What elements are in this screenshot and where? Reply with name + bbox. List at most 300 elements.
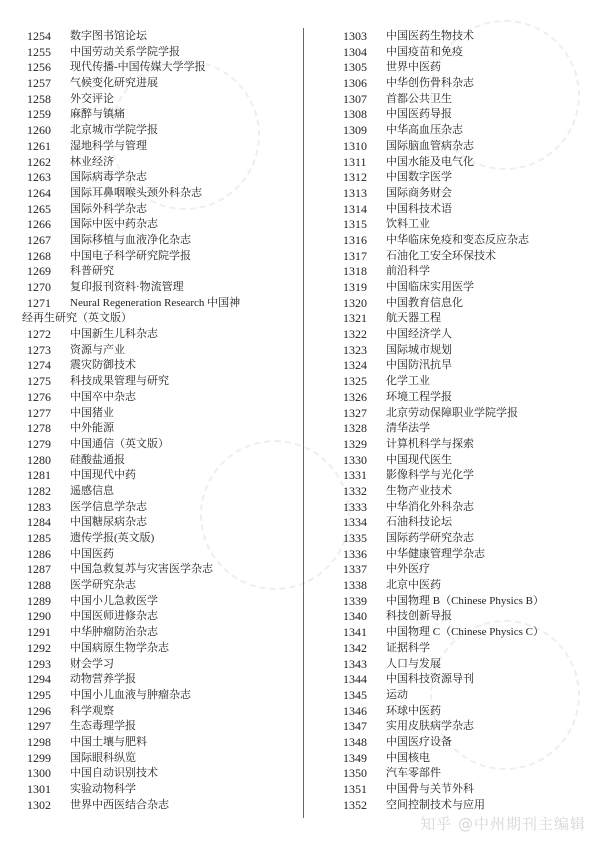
entry-number: 1294: [27, 672, 51, 687]
entry-number: 1288: [27, 578, 51, 593]
entry-number: 1296: [27, 703, 51, 718]
journal-title: 国际中医中药杂志: [70, 218, 158, 231]
journal-title: 林业经济: [70, 155, 114, 168]
entry-number: 1274: [27, 358, 51, 373]
journal-title: 中国新生儿科杂志: [70, 328, 158, 341]
journal-entry: [343, 390, 588, 406]
journal-entry: [343, 202, 588, 218]
entry-number: 1263: [27, 170, 51, 185]
journal-entry: [27, 515, 299, 531]
journal-entry: [27, 468, 299, 484]
entry-number: 1257: [27, 76, 51, 91]
entry-number: 1300: [27, 766, 51, 781]
journal-title: 中国医师进修杂志: [70, 610, 158, 623]
journal-title: 环境工程学报: [386, 390, 452, 403]
entry-number: 1276: [27, 389, 51, 404]
journal-title: 遗传学报(英文版): [70, 532, 155, 544]
journal-title: 石油科技论坛: [386, 516, 452, 529]
entry-number: 1273: [27, 342, 51, 357]
journal-entry: [27, 45, 299, 61]
journal-entry: [27, 390, 299, 406]
entry-number: 1316: [343, 232, 367, 247]
journal-entry: [27, 766, 299, 782]
journal-entry: [343, 719, 588, 735]
entry-number: 1324: [343, 358, 367, 373]
journal-entry: [343, 92, 588, 108]
entry-number: 1305: [343, 60, 367, 75]
journal-title: 中国医药: [70, 547, 114, 560]
journal-title: 国际移植与血液净化杂志: [70, 233, 191, 246]
zhihu-watermark: 知乎 @中州期刊主编辑: [420, 815, 586, 833]
journal-title: 国际耳鼻咽喉头颈外科杂志: [70, 186, 202, 199]
journal-title: 影像科学与光化学: [386, 469, 474, 482]
journal-entry: [343, 45, 588, 61]
entry-number: 1326: [343, 389, 367, 404]
journal-entry: [343, 484, 588, 500]
entry-number: 1323: [343, 342, 367, 357]
entry-number: 1328: [343, 421, 367, 436]
entry-number: 1309: [343, 123, 367, 138]
entry-number: 1297: [27, 719, 51, 734]
entry-number: 1293: [27, 656, 51, 671]
entry-number: 1298: [27, 734, 51, 749]
journal-title: 科技成果管理与研究: [70, 375, 169, 388]
journal-title: 中华肿瘤防治杂志: [70, 626, 158, 639]
journal-entry: [343, 186, 588, 202]
journal-title: 中国物理 C（Chinese Physics C）: [386, 626, 544, 639]
journal-entry: [27, 29, 299, 45]
entry-number: 1291: [27, 625, 51, 640]
journal-entry: [27, 107, 299, 123]
journal-entry: [27, 406, 299, 422]
journal-title: 麻醉与镇痛: [70, 108, 125, 121]
entry-number: 1278: [27, 421, 51, 436]
journal-title: 医学研究杂志: [70, 579, 136, 592]
journal-title: 复印报刊资料·物流管理: [70, 281, 184, 293]
journal-title: 清华法学: [386, 422, 430, 435]
journal-entry: [343, 76, 588, 92]
journal-entry: [27, 657, 299, 673]
journal-entry: [343, 296, 588, 312]
journal-title: 国际药学研究杂志: [386, 532, 474, 544]
entry-number: 1339: [343, 593, 367, 608]
entry-number: 1266: [27, 217, 51, 232]
journal-entry: [343, 264, 588, 280]
entry-number: 1289: [27, 593, 51, 608]
journal-title: 汽车零部件: [386, 767, 441, 780]
journal-entry: [343, 547, 588, 563]
journal-title: 硅酸盐通报: [70, 453, 125, 466]
entry-number: 1260: [27, 123, 51, 138]
journal-title: 实验动物科学: [70, 783, 136, 795]
journal-title: 饮料工业: [386, 218, 430, 231]
entry-number: 1325: [343, 374, 367, 389]
journal-title: 人口与发展: [386, 657, 441, 670]
journal-entry: [343, 217, 588, 233]
journal-title: 中华消化外科杂志: [386, 500, 474, 513]
journal-entry: [27, 280, 299, 296]
journal-entry: [27, 562, 299, 578]
entry-number: 1329: [343, 436, 367, 451]
entry-number: 1335: [343, 531, 367, 545]
entry-number: 1311: [343, 154, 367, 169]
journal-entry: [27, 186, 299, 202]
entry-number: 1352: [343, 797, 367, 812]
journal-title: 气候变化研究进展: [70, 77, 158, 90]
journal-title: 空间控制技术与应用: [386, 798, 485, 811]
journal-entry: [27, 343, 299, 359]
journal-entry: [343, 29, 588, 45]
journal-title: 世界中医药: [386, 61, 441, 74]
journal-title: 中国急救复苏与灾害医学杂志: [70, 563, 213, 576]
journal-entry: [27, 60, 299, 76]
entry-number: 1337: [343, 562, 367, 577]
entry-number: 1314: [343, 201, 367, 216]
entry-number: 1303: [343, 29, 367, 43]
journal-title: 航天器工程: [386, 312, 441, 325]
journal-entry: [343, 327, 588, 343]
journal-title: 前沿科学: [386, 265, 430, 278]
journal-entry: [27, 782, 299, 798]
journal-title: 中国科技术语: [386, 202, 452, 215]
journal-title: 中国教育信息化: [386, 296, 463, 309]
entry-number: 1269: [27, 264, 51, 279]
journal-title: 石油化工安全环保技术: [386, 249, 496, 262]
journal-title: 中国小儿血液与肿瘤杂志: [70, 688, 191, 701]
journal-entry: [343, 155, 588, 171]
entry-number: 1320: [343, 295, 367, 310]
journal-title: 数字图书馆论坛: [70, 30, 147, 42]
journal-entry: [27, 249, 299, 265]
journal-entry: [27, 358, 299, 374]
journal-entry: [343, 123, 588, 139]
journal-title: 国际商务财会: [386, 186, 452, 199]
journal-entry: [27, 453, 299, 469]
journal-entry: [27, 233, 299, 249]
journal-title: 中国现代医生: [386, 453, 452, 466]
entry-number: 1312: [343, 170, 367, 185]
journal-title: 医学信息学杂志: [70, 500, 147, 513]
journal-title: 中国科技资源导刊: [386, 673, 474, 686]
journal-title: 中国现代中药: [70, 469, 136, 482]
journal-title: 世界中西医结合杂志: [70, 798, 169, 811]
journal-entry: [343, 107, 588, 123]
journal-title: 中国自动识别技术: [70, 767, 158, 780]
journal-entry: [27, 688, 299, 704]
journal-title: 北京城市学院学报: [70, 124, 158, 137]
journal-title: 遥感信息: [70, 484, 114, 497]
entry-number: 1315: [343, 217, 367, 232]
column-divider: [303, 28, 304, 818]
entry-number: 1264: [27, 185, 51, 200]
entry-number: 1321: [343, 311, 367, 326]
entry-number: 1281: [27, 468, 51, 483]
entry-number: 1340: [343, 609, 367, 624]
journal-entry: [343, 343, 588, 359]
entry-number: 1272: [27, 327, 51, 342]
journal-title: 化学工业: [386, 375, 430, 388]
journal-entry: [27, 92, 299, 108]
entry-number: 1319: [343, 280, 367, 294]
journal-entry: [343, 358, 588, 374]
entry-number: 1295: [27, 687, 51, 702]
journal-entry: [27, 704, 299, 720]
journal-entry: [343, 515, 588, 531]
entry-number: 1343: [343, 656, 367, 671]
journal-title: 中国电子科学研究院学报: [70, 249, 191, 262]
journal-title: 外交评论: [70, 92, 114, 105]
entry-number: 1265: [27, 201, 51, 216]
journal-entry: [27, 76, 299, 92]
entry-number: 1290: [27, 609, 51, 624]
journal-title: 财会学习: [70, 657, 114, 670]
entry-number: 1301: [27, 782, 51, 796]
journal-entry: [27, 641, 299, 657]
journal-title: 计算机科学与探索: [386, 437, 474, 450]
entry-number: 1332: [343, 483, 367, 498]
journal-title: 首都公共卫生: [386, 92, 452, 105]
journal-entry: [343, 609, 588, 625]
journal-entry: [343, 531, 588, 547]
journal-title: 中国防汛抗旱: [386, 359, 452, 372]
journal-title: 国际眼科纵览: [70, 751, 136, 764]
journal-entry: [343, 578, 588, 594]
entry-number: 1317: [343, 248, 367, 263]
journal-entry: [27, 719, 299, 735]
journal-title: 中华创伤骨科杂志: [386, 77, 474, 90]
journal-entry: [343, 625, 588, 641]
journal-entry: [27, 421, 299, 437]
journal-title: 北京中医药: [386, 579, 441, 592]
entry-number: 1267: [27, 232, 51, 247]
journal-entry: [27, 609, 299, 625]
journal-title: 中国经济学人: [386, 328, 452, 341]
journal-title: 动物营养学报: [70, 673, 136, 686]
entry-number: 1306: [343, 76, 367, 91]
journal-entry: [27, 484, 299, 500]
journal-title-continuation: 经再生研究（英文版）: [22, 312, 132, 325]
entry-number: 1313: [343, 185, 367, 200]
entry-number: 1280: [27, 452, 51, 467]
journal-entry: [27, 170, 299, 186]
journal-entry: [27, 500, 299, 516]
journal-entry: [27, 437, 299, 453]
entry-number: 1344: [343, 672, 367, 687]
journal-title: 实用皮肤病学杂志: [386, 720, 474, 733]
journal-entry: [343, 782, 588, 798]
entry-number: 1333: [343, 499, 367, 514]
journal-title: 科学观察: [70, 704, 114, 717]
journal-title: 生态毒理学报: [70, 720, 136, 733]
entry-number: 1279: [27, 436, 51, 451]
entry-number: 1254: [27, 29, 51, 43]
journal-title: 生物产业技术: [386, 484, 452, 497]
journal-title: 运动: [386, 688, 408, 701]
entry-number: 1331: [343, 468, 367, 483]
entry-number: 1258: [27, 91, 51, 106]
journal-title: 中国水能及电气化: [386, 155, 474, 168]
journal-title: 国际病毒学杂志: [70, 171, 147, 184]
entry-number: 1322: [343, 327, 367, 342]
journal-entry: [343, 500, 588, 516]
journal-title: 中国医药导报: [386, 108, 452, 121]
journal-title: 科普研究: [70, 265, 114, 278]
journal-title: Neural Regeneration Research 中国神: [70, 296, 241, 309]
journal-title: 中国疫苗和免疫: [386, 45, 463, 58]
journal-entry: [27, 202, 299, 218]
entry-number: 1304: [343, 44, 367, 59]
journal-entry: [343, 704, 588, 720]
journal-entry: [343, 688, 588, 704]
entry-number: 1268: [27, 248, 51, 263]
journal-title: 中国核电: [386, 751, 430, 764]
entry-number: 1282: [27, 483, 51, 498]
journal-title: 国际城市规划: [386, 343, 452, 356]
journal-entry: [343, 594, 588, 610]
journal-title: 湿地科学与管理: [70, 139, 147, 152]
entry-number: 1302: [27, 797, 51, 812]
journal-entry: [343, 735, 588, 751]
entry-number: 1262: [27, 154, 51, 169]
journal-entry: [27, 751, 299, 767]
journal-entry: [27, 578, 299, 594]
entry-number: 1283: [27, 499, 51, 514]
journal-entry: [343, 249, 588, 265]
journal-title: 证据科学: [386, 641, 430, 654]
journal-entry: [27, 123, 299, 139]
entry-number: 1259: [27, 107, 51, 122]
entry-number: 1351: [343, 782, 367, 796]
entry-number: 1256: [27, 60, 51, 75]
journal-entry: [27, 547, 299, 563]
journal-title: 中国卒中杂志: [70, 390, 136, 403]
journal-title: 国际脑血管病杂志: [386, 139, 474, 152]
journal-entry: [27, 531, 299, 547]
journal-entry: [27, 327, 299, 343]
entry-number: 1261: [27, 138, 51, 153]
journal-entry: [27, 155, 299, 171]
entry-number: 1308: [343, 107, 367, 122]
journal-entry: [343, 641, 588, 657]
entry-number: 1277: [27, 405, 51, 420]
journal-entry: [27, 594, 299, 610]
journal-title: 中国医药生物技术: [386, 30, 474, 42]
entry-number: 1342: [343, 640, 367, 655]
entry-number: 1285: [27, 531, 51, 545]
journal-entry: [27, 217, 299, 233]
entry-number: 1275: [27, 374, 51, 389]
entry-number: 1338: [343, 578, 367, 593]
journal-entry: [343, 170, 588, 186]
journal-title: 中国病原生物学杂志: [70, 641, 169, 654]
journal-title: 环球中医药: [386, 704, 441, 717]
journal-title: 科技创新导报: [386, 610, 452, 623]
journal-title: 中外能源: [70, 422, 114, 435]
journal-entry: [343, 468, 588, 484]
entry-number: 1284: [27, 515, 51, 530]
journal-entry: [343, 562, 588, 578]
journal-title: 中国医疗设备: [386, 735, 452, 748]
journal-entry: [27, 672, 299, 688]
journal-title: 现代传播-中国传媒大学学报: [70, 61, 206, 74]
entry-number: 1292: [27, 640, 51, 655]
entry-number: 1330: [343, 452, 367, 467]
journal-entry: [343, 60, 588, 76]
journal-entry: [27, 798, 299, 814]
journal-title: 中国骨与关节外科: [386, 783, 474, 795]
entry-number: 1346: [343, 703, 367, 718]
journal-title: 国际外科学杂志: [70, 202, 147, 215]
entry-number: 1349: [343, 750, 367, 765]
entry-number: 1341: [343, 625, 367, 640]
journal-entry: [343, 374, 588, 390]
journal-entry: [343, 751, 588, 767]
journal-entry: [343, 437, 588, 453]
entry-number: 1347: [343, 719, 367, 734]
journal-title: 中华高血压杂志: [386, 124, 463, 137]
entry-number: 1287: [27, 562, 51, 577]
journal-entry: [27, 139, 299, 155]
journal-entry: [343, 766, 588, 782]
journal-entry: [27, 735, 299, 751]
journal-title: 中外医疗: [386, 563, 430, 576]
journal-title: 资源与产业: [70, 343, 125, 356]
entry-number: 1327: [343, 405, 367, 420]
journal-title: 中国猪业: [70, 406, 114, 419]
entry-number: 1255: [27, 44, 51, 59]
journal-title: 中华临床免疫和变态反应杂志: [386, 233, 529, 246]
journal-entry: [343, 280, 588, 296]
journal-entry: [343, 311, 588, 327]
journal-entry: [343, 672, 588, 688]
entry-number: 1310: [343, 138, 367, 153]
journal-entry: [343, 798, 588, 814]
journal-title: 中国临床实用医学: [386, 281, 474, 293]
entry-number: 1307: [343, 91, 367, 106]
journal-entry: [343, 139, 588, 155]
journal-title: 中国糖尿病杂志: [70, 516, 147, 529]
journal-entry: [343, 233, 588, 249]
journal-title: 北京劳动保障职业学院学报: [386, 406, 518, 419]
journal-title: 中华健康管理学杂志: [386, 547, 485, 560]
journal-title: 中国劳动关系学院学报: [70, 45, 180, 58]
journal-title: 中国物理 B（Chinese Physics B）: [386, 594, 544, 607]
left-column-list: [22, 29, 299, 813]
entry-number: 1348: [343, 734, 367, 749]
entry-number: 1336: [343, 546, 367, 561]
journal-entry: [343, 421, 588, 437]
entry-number: 1271: [27, 295, 51, 310]
journal-entry: [27, 296, 299, 312]
journal-entry: [343, 453, 588, 469]
journal-entry: [27, 374, 299, 390]
journal-entry: [343, 406, 588, 422]
journal-entry: [27, 625, 299, 641]
right-column-list: [343, 29, 588, 813]
entry-number: 1334: [343, 515, 367, 530]
entry-number: 1270: [27, 280, 51, 294]
journal-entry: [343, 657, 588, 673]
journal-title: 中国数字医学: [386, 171, 452, 184]
journal-title: 中国小儿急救医学: [70, 594, 158, 607]
entry-number: 1345: [343, 687, 367, 702]
journal-title: 中国通信（英文版）: [70, 437, 169, 450]
entry-number: 1350: [343, 766, 367, 781]
journal-entry: [27, 264, 299, 280]
entry-number: 1286: [27, 546, 51, 561]
entry-number: 1318: [343, 264, 367, 279]
journal-title: 中国土壤与肥料: [70, 735, 147, 748]
